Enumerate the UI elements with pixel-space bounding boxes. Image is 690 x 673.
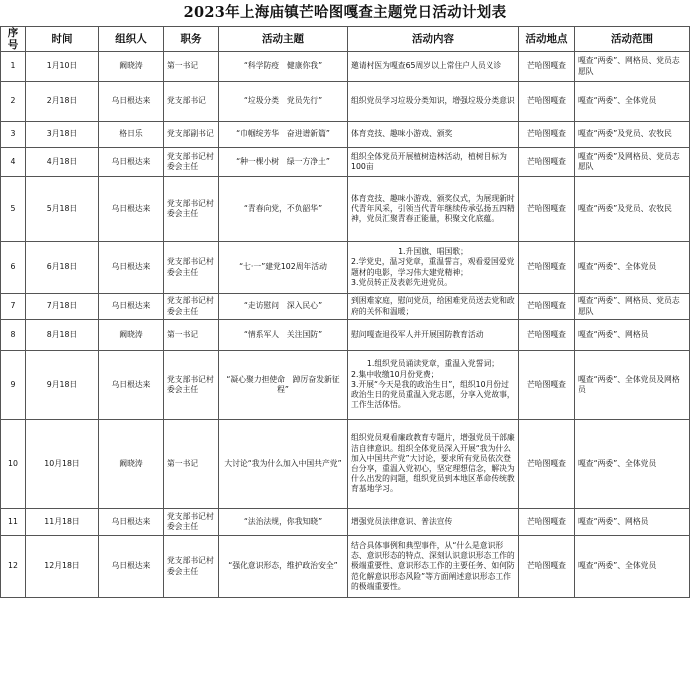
row-place-cell: 芒哈图嘎查 [519,52,575,82]
row-number-cell: 10 [1,420,26,509]
row-theme-cell: 大讨论“我为什么加入中国共产党” [219,420,348,509]
row-role-cell: 党支部书记 [164,82,219,122]
row-role-cell: 党支部书记村委会主任 [164,351,219,420]
table-row [1,294,690,320]
row-time-cell: 10月18日 [26,420,99,509]
table-row [1,52,690,82]
row-theme-cell: “七·一”建党102周年活动 [219,242,348,294]
row-organizer-cell: 阚晓涛 [99,52,164,82]
table-row [1,509,690,536]
content-line: 1.升国旗、唱国歌； [398,247,468,257]
row-time-cell: 7月18日 [26,294,99,320]
content-line: 2.集中收缴10月份党费； [351,369,439,379]
content-line: 增强党员法律意识、普法宣传 [351,516,453,526]
row-place-cell: 芒哈图嘎查 [519,82,575,122]
column-header-content: 活动内容 [348,27,519,52]
content-line: 组织全体党员开展植树造林活动，植树目标为100亩 [351,151,507,171]
table-row [1,148,690,177]
row-content-cell [348,420,519,509]
content-line: 组织党员学习垃圾分类知识，增强垃圾分类意识 [351,96,515,106]
row-time-cell: 8月18日 [26,320,99,351]
table-row [1,82,690,122]
row-time-cell: 3月18日 [26,122,99,148]
row-role-cell: 党支部书记村委会主任 [164,509,219,536]
row-theme-cell: “法治法规，你我知晓” [219,509,348,536]
row-scope-cell: 嘎查“两委”及网格员、党员志愿队 [575,148,690,177]
table-row [1,122,690,148]
row-place-cell: 芒哈图嘎查 [519,420,575,509]
row-place-cell: 芒哈图嘎查 [519,148,575,177]
content-line: 到困难家庭，慰问党员，给困难党员送去党和政府的关怀和温暖； [351,296,515,316]
row-scope-cell: 嘎查“两委”、网格员、党员志愿队 [575,52,690,82]
row-scope-cell: 嘎查“两委”、全体党员 [575,82,690,122]
table-row [1,351,690,420]
row-scope-cell: 嘎查“两委”及党员、农牧民 [575,177,690,242]
table-row [1,536,690,598]
row-number-cell: 6 [1,242,26,294]
content-line: 结合具体事例和典型事件，从“什么是意识形态、意识形态的特点、深刻认识意识形态工作的极端重要性、意识形态工作的主要任务、如何防范化解意识形态风险”等方面阐述意识形态工作的极端重要性。 [351,540,515,591]
row-number-cell: 7 [1,294,26,320]
row-scope-cell: 嘎查“两委”及党员、农牧民 [575,122,690,148]
row-scope-cell: 嘎查“两委”、全体党员及网格员 [575,351,690,420]
row-theme-cell: “情系军人 关注国防” [219,320,348,351]
row-organizer-cell: 格日乐 [99,122,164,148]
content-line: 体育竞技、趣味小游戏、颁奖 [351,129,453,139]
row-role-cell: 第一书记 [164,320,219,351]
row-theme-cell: “种一棵小树 绿一方净土” [219,148,348,177]
table-row [1,420,690,509]
row-time-cell: 4月18日 [26,148,99,177]
row-organizer-cell: 乌日根达来 [99,536,164,598]
table-body [1,52,690,598]
row-place-cell: 芒哈图嘎查 [519,122,575,148]
row-number-cell: 9 [1,351,26,420]
row-theme-cell: “青春向党，不负韶华” [219,177,348,242]
row-number-cell: 2 [1,82,26,122]
row-organizer-cell: 乌日根达来 [99,148,164,177]
row-place-cell: 芒哈图嘎查 [519,320,575,351]
page-title: 2023年上海庙镇芒哈图嘎查主题党日活动计划表 [183,4,507,21]
row-content-cell [348,82,519,122]
row-place-cell: 芒哈图嘎查 [519,294,575,320]
column-header-place: 活动地点 [519,27,575,52]
table-row [1,320,690,351]
row-time-cell: 9月18日 [26,351,99,420]
row-content-cell [348,177,519,242]
column-header-organizer: 组织人 [99,27,164,52]
row-content-cell [348,320,519,351]
row-scope-cell: 嘎查“两委”、全体党员 [575,420,690,509]
row-time-cell: 12月18日 [26,536,99,598]
row-theme-cell: “垃圾分类 党员先行” [219,82,348,122]
row-time-cell: 6月18日 [26,242,99,294]
content-line: 邀请村医为嘎查65周岁以上常住户人员义诊 [351,61,502,71]
column-header-time: 时间 [26,27,99,52]
row-number-cell: 11 [1,509,26,536]
row-scope-cell: 嘎查“两委”、全体党员 [575,536,690,598]
row-organizer-cell: 乌日根达来 [99,82,164,122]
content-line: 慰问嘎查退役军人并开展国防教育活动 [351,329,484,339]
content-line: 2.学党史，温习党章，重温誓言，观看爱国爱党题材的电影，学习伟大建党精神； [351,257,515,277]
row-time-cell: 11月18日 [26,509,99,536]
row-place-cell: 芒哈图嘎查 [519,536,575,598]
column-header-role: 职务 [164,27,219,52]
row-organizer-cell: 乌日根达来 [99,177,164,242]
row-role-cell: 党支部书记村委会主任 [164,242,219,294]
row-organizer-cell: 乌日根达来 [99,294,164,320]
row-number-cell: 12 [1,536,26,598]
row-role-cell: 第一书记 [164,52,219,82]
row-scope-cell: 嘎查“两委”、全体党员 [575,242,690,294]
column-header-theme: 活动主题 [219,27,348,52]
row-theme-cell: “强化意识形态，维护政治安全” [219,536,348,598]
row-role-cell: 第一书记 [164,420,219,509]
row-time-cell: 1月10日 [26,52,99,82]
row-content-cell [348,52,519,82]
row-content-cell [348,148,519,177]
row-place-cell: 芒哈图嘎查 [519,242,575,294]
row-organizer-cell: 乌日根达来 [99,351,164,420]
row-time-cell: 2月18日 [26,82,99,122]
row-role-cell: 党支部书记村委会主任 [164,148,219,177]
column-header-no: 序号 [1,27,26,52]
row-content-cell [348,536,519,598]
row-content-cell [348,509,519,536]
activity-plan-table [0,26,690,598]
row-place-cell: 芒哈图嘎查 [519,351,575,420]
table-row [1,242,690,294]
row-content-cell [348,351,519,420]
row-number-cell: 3 [1,122,26,148]
row-organizer-cell: 阚晓涛 [99,320,164,351]
row-content-cell [348,294,519,320]
content-line: 3.党员转正及表彰先进党员。 [351,277,453,287]
row-number-cell: 5 [1,177,26,242]
row-theme-cell: “凝心聚力担使命 踔厉奋发新征程” [219,351,348,420]
row-number-cell: 4 [1,148,26,177]
row-scope-cell: 嘎查“两委”、网格员 [575,509,690,536]
content-line: 组织党员观看廉政教育专题片，增强党员干部廉洁自律意识。组织全体党员深入开展“我为什么加入中国共产党”大讨论，要求所有党员依次登台分享，重温入党初心，坚定理想信念，解决为什么出发的问题，组织党员到本地区革命传统教育基地学习。 [351,433,515,494]
row-content-cell [348,242,519,294]
content-line: 1.组织党员诵读党章，重温入党誓词； [366,359,500,369]
row-theme-cell: “科学防疫 健康你我” [219,52,348,82]
row-number-cell: 1 [1,52,26,82]
row-theme-cell: “巾帼绽芳华 奋进谱新篇” [219,122,348,148]
row-role-cell: 党支部书记村委会主任 [164,536,219,598]
row-scope-cell: 嘎查“两委”、网格员 [575,320,690,351]
row-place-cell: 芒哈图嘎查 [519,177,575,242]
row-organizer-cell: 阚晓涛 [99,420,164,509]
row-content-cell [348,122,519,148]
content-line: 体育竞技、趣味小游戏、颁奖仪式，为展现新时代青年风采，引领当代青年继续传承弘扬五四精神，党员汇聚青春正能量，积聚文化底蕴。 [351,193,515,224]
row-organizer-cell: 乌日根达来 [99,509,164,536]
row-time-cell: 5月18日 [26,177,99,242]
column-header-scope: 活动范围 [575,27,690,52]
row-role-cell: 党支部副书记 [164,122,219,148]
table-row [1,177,690,242]
row-role-cell: 党支部书记村委会主任 [164,294,219,320]
row-scope-cell: 嘎查“两委”、网格员、党员志愿队 [575,294,690,320]
row-organizer-cell: 乌日根达来 [99,242,164,294]
row-number-cell: 8 [1,320,26,351]
row-place-cell: 芒哈图嘎查 [519,509,575,536]
content-line: 3.开展“今天是我的政治生日”，组织10月份过政治生日的党员重温入党志愿，分享入党故事，工作生活体悟。 [351,379,515,410]
row-theme-cell: “走访慰问 深入民心” [219,294,348,320]
table-header-row [1,27,690,52]
row-role-cell: 党支部书记村委会主任 [164,177,219,242]
